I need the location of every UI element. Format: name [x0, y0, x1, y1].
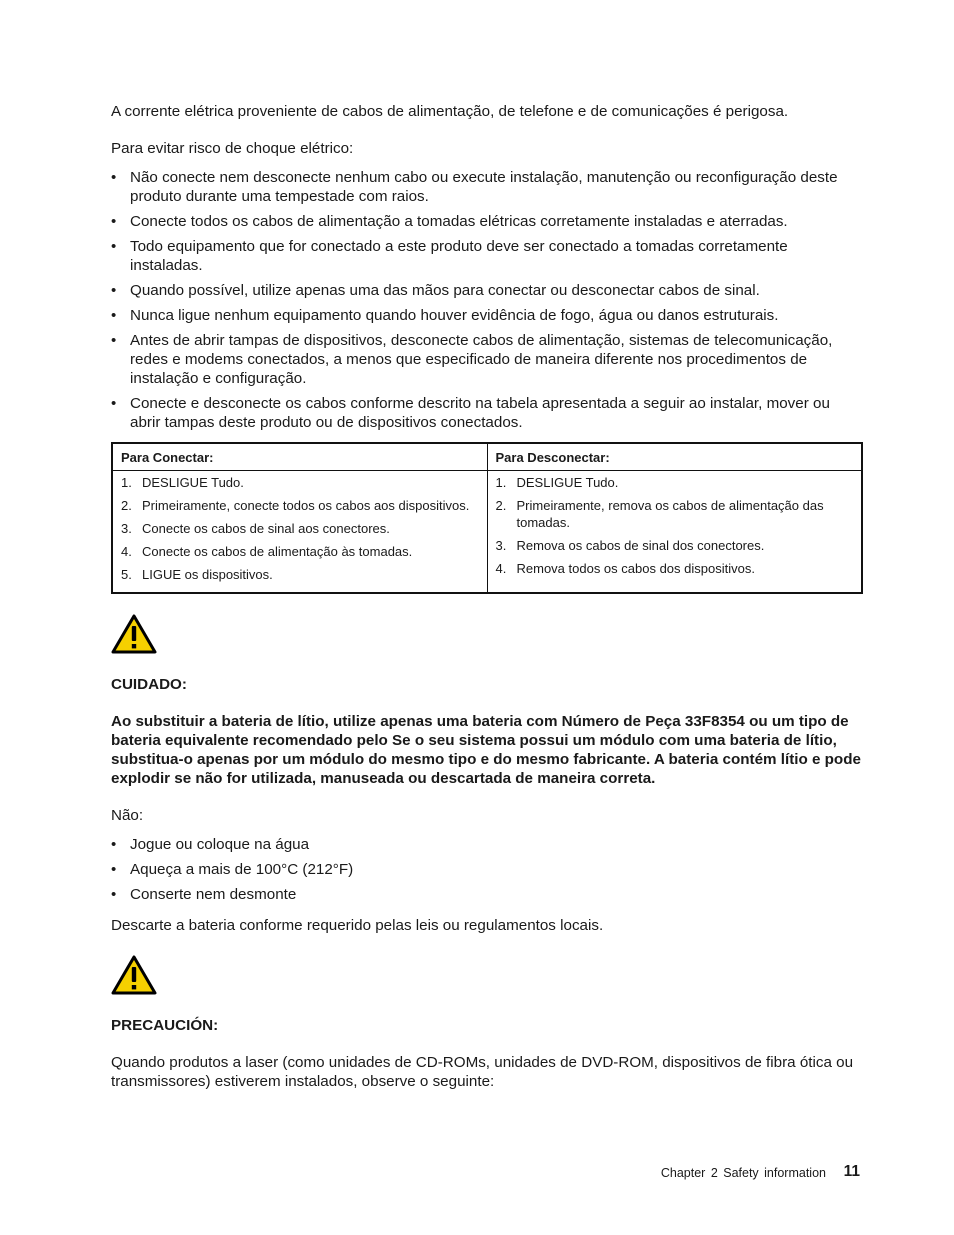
disconnect-steps — [496, 475, 854, 577]
list-item: • Não conecte nem desconecte nenhum cabo ou execute instalação, manutenção ou reconfiguração deste produto durante uma tempestade com raios. — [111, 168, 863, 206]
list-item: 2. Primeiramente, conecte todos os cabos aos dispositivos. — [121, 498, 470, 513]
caution-body: Ao substituir a bateria de lítio, utilize apenas uma bateria com Número de Peça 33F8354 ou um tipo de bateria equivalente recomendado pelo Se o seu sistema possui um módulo com uma bateria de lítio, substitua-o apenas por um módulo do mesmo tipo e do mesmo fabricante. A bateria contém lítio e pode explodir se não for utilizada, manuseada ou descartada de maneira correta. — [111, 713, 861, 787]
list-item: • Conecte e desconecte os cabos conforme descrito na tabela apresentada a seguir ao instalar, mover ou abrir tampas deste produto ou de dispositivos conectados. — [111, 394, 863, 432]
list-item: 3. Remova os cabos de sinal dos conectores. — [495, 537, 765, 553]
list-item: 1. DESLIGUE Tudo. — [121, 475, 244, 490]
connect-header: Para Conectar: — [112, 443, 487, 471]
lead-paragraph: Para evitar risco de choque elétrico: — [111, 140, 354, 157]
warning-triangle-icon — [111, 614, 157, 654]
list-item: • Conserte nem desmonte — [111, 885, 863, 904]
list-item: 2. Primeiramente, remova os cabos de alimentação das tomadas. — [495, 498, 824, 530]
nao-label: Não: — [111, 807, 144, 824]
list-item: • Jogue ou coloque na água — [111, 835, 863, 854]
precaution-body: Quando produtos a laser (como unidades de CD-ROMs, unidades de DVD-ROM, dispositivos de fibra ótica ou transmissores) estiverem instalados, observe o seguinte: — [111, 1054, 854, 1090]
nao-bullet-list — [111, 835, 863, 904]
page-content — [111, 102, 863, 1091]
disconnect-header: Para Desconectar: — [487, 443, 862, 471]
connect-disconnect-table — [111, 442, 863, 594]
list-item: 4. Remova todos os cabos dos dispositivos. — [495, 560, 755, 576]
list-item: • Antes de abrir tampas de dispositivos, desconecte cabos de alimentação, sistemas de telecomunicação, redes e modems conectados, a menos que especificado de maneira diferente nos procedimentos de instalação e configuração. — [111, 331, 863, 388]
list-item: 4. Conecte os cabos de alimentação às tomadas. — [121, 544, 413, 559]
intro-paragraph: A corrente elétrica proveniente de cabos de alimentação, de telefone e de comunicações é perigosa. — [111, 103, 789, 120]
list-item: • Aqueça a mais de 100°C (212°F) — [111, 860, 863, 879]
connect-steps-cell — [112, 471, 487, 594]
warning-triangle-icon — [111, 955, 157, 995]
list-item: • Todo equipamento que for conectado a este produto deve ser conectado a tomadas corretamente instaladas. — [111, 237, 863, 275]
chapter-label: Chapter 2 Safety information — [660, 1166, 826, 1180]
safety-bullet-list — [111, 168, 863, 432]
discard-paragraph: Descarte a bateria conforme requerido pelas leis ou regulamentos locais. — [111, 917, 604, 934]
precaution-title: PRECAUCIÓN: — [111, 1017, 219, 1034]
page-footer — [0, 1163, 954, 1183]
connect-steps — [121, 475, 479, 584]
list-item: • Conecte todos os cabos de alimentação a tomadas elétricas corretamente instaladas e aterradas. — [111, 212, 863, 231]
list-item: • Quando possível, utilize apenas uma das mãos para conectar ou desconectar cabos de sinal. — [111, 281, 863, 300]
caution-title: CUIDADO: — [111, 676, 187, 693]
list-item: 3. Conecte os cabos de sinal aos conectores. — [121, 521, 390, 536]
list-item: 1. DESLIGUE Tudo. — [495, 475, 619, 490]
disconnect-steps-cell — [487, 471, 862, 594]
page-number: 11 — [843, 1163, 860, 1180]
list-item: • Nunca ligue nenhum equipamento quando houver evidência de fogo, água ou danos estruturais. — [111, 306, 863, 325]
list-item: 5. LIGUE os dispositivos. — [121, 567, 273, 582]
